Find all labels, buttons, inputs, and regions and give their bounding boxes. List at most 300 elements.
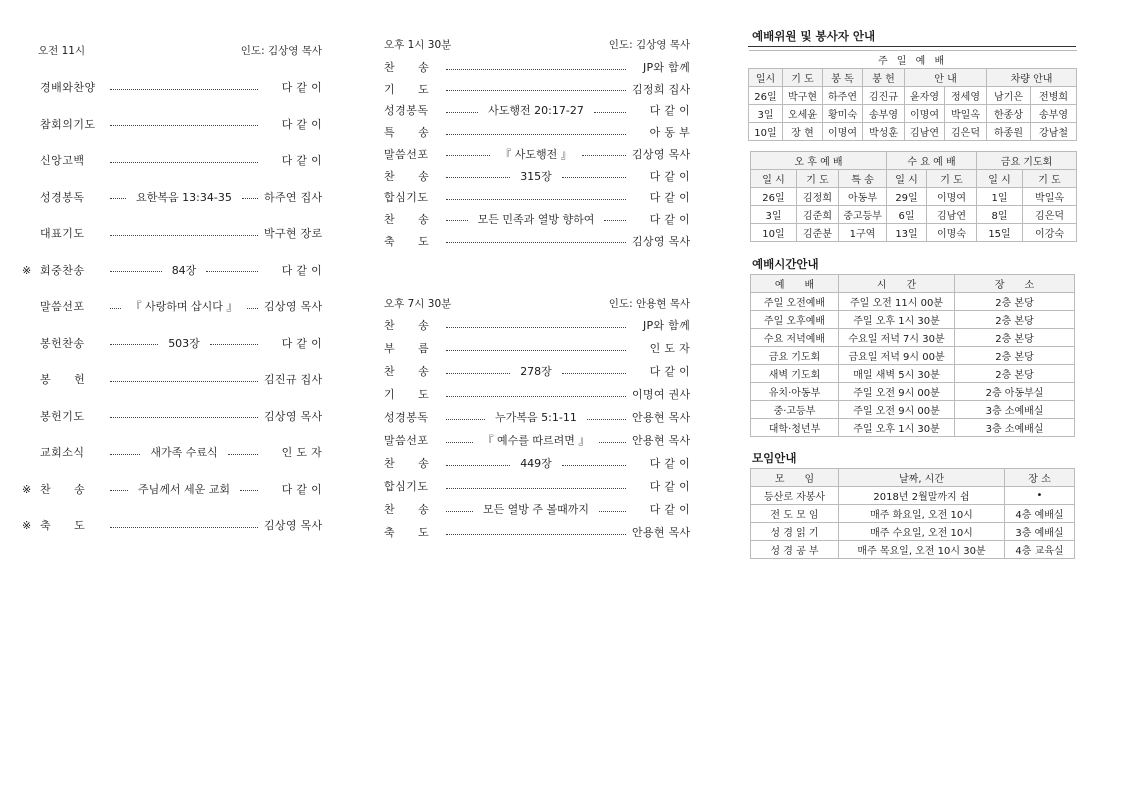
table-cell: 금요일 저녁 9시 00분 (839, 347, 955, 365)
table-cell: 10일 (749, 123, 783, 141)
info-section (748, 0, 1076, 560)
table-cell: 김진규 (863, 87, 905, 105)
table-cell: 매주 화요일, 오전 10시 (839, 505, 1005, 523)
order-performer: 박구현 장로 (264, 227, 323, 240)
table-header-cell: 시 간 (839, 275, 955, 293)
order-label: 참회의기도 (40, 117, 96, 131)
dotted-leader (110, 490, 128, 491)
table-cell: 대학·청년부 (751, 419, 839, 437)
dotted-leader (110, 125, 258, 126)
order-row (22, 409, 322, 425)
table-header-cell: 금요 기도회 (977, 152, 1077, 170)
meetings-title: 모임안내 (752, 451, 797, 465)
table-cell: 주일 오전 9시 00분 (839, 401, 955, 419)
dotted-leader (562, 465, 626, 466)
reference-mark: ※ (22, 482, 32, 496)
table-cell: 하주연 (823, 87, 863, 105)
dotted-leader (110, 381, 258, 382)
order-row (22, 518, 322, 534)
order-label: 찬 송 (384, 457, 430, 470)
afternoon-leader: 인도: 김상영 목사 (608, 39, 690, 51)
order-performer: JP와 함께 (642, 61, 690, 74)
dotted-leader (110, 235, 258, 236)
table-header-cell: 오 후 예 배 (751, 152, 887, 170)
table-cell: 매주 수요일, 오전 10시 (839, 523, 1005, 541)
table-cell: 김정희 (797, 188, 839, 206)
table-cell: 2층 본당 (955, 365, 1075, 383)
table-cell: 아동부 (839, 188, 887, 206)
table-cell: 유치·아동부 (751, 383, 839, 401)
table-cell: 2층 본당 (955, 311, 1075, 329)
dotted-leader (599, 442, 626, 443)
dotted-leader (446, 419, 485, 420)
table-header-cell: 봉 독 (823, 69, 863, 87)
order-performer: 인 도 자 (649, 342, 690, 355)
table-row (751, 541, 1075, 559)
table-header-cell: 기 도 (783, 69, 823, 87)
table-cell: 금요 기도회 (751, 347, 839, 365)
dotted-leader (446, 327, 626, 328)
order-performer: 김정희 집사 (632, 82, 691, 96)
dotted-leader (562, 177, 626, 178)
order-detail: 278장 (520, 365, 552, 378)
dotted-leader (446, 242, 626, 243)
order-performer: 다 같 이 (281, 117, 322, 131)
table-cell: 2층 본당 (955, 329, 1075, 347)
table-row (751, 365, 1075, 383)
order-label: 성경봉독 (40, 190, 85, 204)
order-label: 말씀선포 (40, 300, 85, 313)
table-row (751, 401, 1075, 419)
order-row (384, 60, 690, 76)
dotted-leader (446, 442, 473, 443)
table-header-cell: 특 송 (839, 170, 887, 188)
order-detail: 449장 (520, 457, 552, 470)
table-cell: • (1005, 487, 1075, 505)
table-cell: 4층 교육실 (1005, 541, 1075, 559)
table-cell: 3층 예배실 (1005, 523, 1075, 541)
table-cell: 2층 본당 (955, 347, 1075, 365)
dotted-leader (594, 112, 626, 113)
order-label: 특 송 (384, 126, 430, 140)
order-row (22, 299, 322, 315)
dotted-leader (228, 454, 258, 455)
table-row (751, 487, 1075, 505)
order-detail: 503장 (168, 336, 200, 350)
order-label: 말씀선포 (384, 434, 429, 447)
order-label: 말씀선포 (384, 147, 429, 161)
order-row (384, 147, 690, 163)
order-performer: 다 같 이 (649, 169, 690, 183)
table-cell: 이명여 (905, 105, 945, 123)
meetings-table (750, 468, 1075, 559)
dotted-leader (206, 271, 258, 272)
table-header-cell: 기 도 (797, 170, 839, 188)
order-label: 찬 송 (384, 503, 430, 516)
table-cell: 3일 (749, 105, 783, 123)
table-row (751, 206, 1077, 224)
table-cell: 3일 (751, 206, 797, 224)
table-header-cell: 장 소 (955, 275, 1075, 293)
table-cell: 주일 오후 1시 30분 (839, 311, 955, 329)
table-cell: 강남철 (1031, 123, 1077, 141)
table-cell: 한종상 (987, 105, 1031, 123)
order-performer: 김상영 목사 (264, 300, 323, 313)
order-label: 축 도 (40, 519, 86, 532)
table-header-cell: 일시 (749, 69, 783, 87)
table-cell: 등산로 자봉사 (751, 487, 839, 505)
dotted-leader (446, 177, 510, 178)
dotted-leader (110, 527, 258, 528)
dotted-leader (110, 162, 258, 163)
reference-mark: ※ (22, 263, 32, 277)
order-detail: 누가복음 5:1-11 (495, 411, 577, 424)
order-row (22, 226, 322, 242)
evening-leader: 인도: 안용현 목사 (608, 298, 690, 310)
table-cell: 매주 목요일, 오전 10시 30분 (839, 541, 1005, 559)
dotted-leader (110, 454, 140, 455)
morning-leader: 인도: 김상영 목사 (240, 45, 322, 57)
table-cell: 박일옥 (945, 105, 987, 123)
table-cell: 성 경 읽 기 (751, 523, 839, 541)
table-cell: 윤자영 (905, 87, 945, 105)
weekday-volunteers-table (750, 151, 1077, 242)
order-label: 성경봉독 (384, 411, 429, 424)
order-performer: 인 도 자 (281, 446, 323, 459)
order-performer: 하주연 집사 (264, 190, 323, 204)
table-row (751, 311, 1075, 329)
table-cell: 중·고등부 (751, 401, 839, 419)
table-header-cell: 일 시 (751, 170, 797, 188)
table-header-cell: 일 시 (977, 170, 1023, 188)
order-row (22, 445, 322, 461)
order-row (22, 263, 322, 279)
table-row (751, 293, 1075, 311)
dotted-leader (446, 90, 626, 91)
table-row (751, 329, 1075, 347)
table-cell: 하종원 (987, 123, 1031, 141)
order-label: 성경봉독 (384, 104, 429, 118)
table-cell: 새벽 기도회 (751, 365, 839, 383)
order-label: 봉 헌 (40, 373, 86, 386)
order-performer: 다 같 이 (281, 263, 322, 277)
table-cell: 주일 오후 1시 30분 (839, 419, 955, 437)
order-row (384, 234, 690, 250)
order-row (384, 410, 690, 426)
order-performer: 김상영 목사 (632, 234, 691, 248)
table-header-cell: 안 내 (905, 69, 987, 87)
dotted-leader (247, 308, 258, 309)
order-label: 찬 송 (384, 61, 430, 74)
sunday-header-row (749, 69, 1077, 87)
table-cell: 1일 (977, 188, 1023, 206)
dotted-leader (562, 373, 626, 374)
table-header-cell: 모 임 (751, 469, 839, 487)
dotted-leader (110, 198, 126, 199)
order-label: 찬 송 (40, 482, 86, 496)
table-row (751, 523, 1075, 541)
dotted-leader (446, 220, 468, 221)
order-row (384, 341, 690, 357)
order-row (22, 80, 322, 96)
table-row (751, 505, 1075, 523)
order-performer: 다 같 이 (649, 457, 690, 470)
order-label: 찬 송 (384, 169, 430, 183)
table-cell: 김은덕 (945, 123, 987, 141)
order-label: 회중찬송 (40, 263, 85, 277)
service-schedule-table (750, 274, 1075, 437)
committee-divider (748, 46, 1076, 47)
table-cell: 매일 새벽 5시 30분 (839, 365, 955, 383)
order-detail: 84장 (171, 263, 197, 277)
order-label: 합심기도 (384, 191, 429, 205)
dotted-leader (110, 271, 162, 272)
order-label: 경배와찬양 (40, 81, 96, 94)
dotted-leader (446, 465, 510, 466)
order-row (384, 502, 690, 518)
table-cell: 정세영 (945, 87, 987, 105)
table-cell: 오세윤 (783, 105, 823, 123)
order-performer: 다 같 이 (281, 81, 322, 94)
order-label: 신앙고백 (40, 154, 85, 167)
dotted-leader (446, 396, 626, 397)
weekday-title-row (751, 152, 1077, 170)
dotted-leader (446, 350, 626, 351)
table-cell: 8일 (977, 206, 1023, 224)
dotted-leader (446, 134, 626, 135)
table-cell: 이명여 (927, 188, 977, 206)
order-label: 찬 송 (384, 319, 430, 332)
order-performer: 안용현 목사 (632, 526, 691, 539)
table-header-cell: 일 시 (887, 170, 927, 188)
order-performer: 다 같 이 (649, 365, 690, 378)
order-row (384, 318, 690, 334)
order-row (22, 372, 322, 388)
order-performer: 김상영 목사 (264, 519, 323, 532)
table-cell: 박구현 (783, 87, 823, 105)
evening-header (384, 297, 690, 311)
table-cell: 황미숙 (823, 105, 863, 123)
dotted-leader (446, 112, 478, 113)
dotted-leader (599, 511, 626, 512)
table-cell: 주일 오전예배 (751, 293, 839, 311)
order-detail: 모든 민족과 열방 향하여 (477, 212, 595, 226)
table-row (751, 383, 1075, 401)
order-row (384, 456, 690, 472)
table-cell: 남기은 (987, 87, 1031, 105)
order-detail: 『 사랑하며 삽시다 』 (130, 300, 238, 313)
table-cell: 10일 (751, 224, 797, 242)
table-cell: 1구역 (839, 224, 887, 242)
schedule-header-row (751, 275, 1075, 293)
order-row (22, 153, 322, 169)
dotted-leader (446, 488, 626, 489)
dotted-leader (446, 155, 490, 156)
order-label: 축 도 (384, 234, 430, 248)
order-label: 기 도 (384, 82, 430, 96)
table-cell: 4층 예배실 (1005, 505, 1075, 523)
order-row (22, 336, 322, 352)
table-cell: 성 경 공 부 (751, 541, 839, 559)
order-row (22, 117, 322, 133)
table-cell: 박성훈 (863, 123, 905, 141)
table-cell: 29일 (887, 188, 927, 206)
table-cell: 3층 소예배실 (955, 419, 1075, 437)
table-cell: 이강숙 (1023, 224, 1077, 242)
order-row (22, 190, 322, 206)
table-cell: 전 도 모 임 (751, 505, 839, 523)
schedule-title: 예배시간안내 (752, 257, 819, 271)
sunday-table-title: 주 일 예 배 (749, 51, 1077, 69)
dotted-leader (446, 69, 626, 70)
order-row (384, 82, 690, 98)
afternoon-time: 오후 1시 30분 (384, 39, 452, 51)
dotted-leader (110, 417, 258, 418)
morning-service-section (22, 0, 322, 560)
table-cell: 중고등부 (839, 206, 887, 224)
order-label: 찬 송 (384, 365, 430, 378)
table-cell: 6일 (887, 206, 927, 224)
order-performer: JP와 함께 (642, 319, 690, 332)
order-label: 축 도 (384, 526, 430, 539)
order-row (384, 125, 690, 141)
order-label: 부 름 (384, 342, 430, 355)
order-detail: 주님께서 세운 교회 (138, 482, 231, 496)
dotted-leader (604, 220, 626, 221)
order-row (384, 103, 690, 119)
table-header-cell: 수 요 예 배 (887, 152, 977, 170)
order-label: 기 도 (384, 388, 430, 401)
table-cell: 주일 오후예배 (751, 311, 839, 329)
table-cell: 송부영 (1031, 105, 1077, 123)
order-performer: 김상영 목사 (264, 409, 323, 423)
order-performer: 다 같 이 (281, 336, 322, 350)
order-detail: 요한복음 13:34-35 (136, 190, 232, 204)
order-performer: 아 동 부 (649, 126, 690, 140)
order-detail: 315장 (520, 169, 552, 183)
order-performer: 김진규 집사 (264, 373, 323, 386)
order-detail: 사도행전 20:17-27 (488, 104, 584, 118)
table-cell: 26일 (751, 188, 797, 206)
table-cell: 2층 아동부실 (955, 383, 1075, 401)
table-cell: 이명숙 (927, 224, 977, 242)
order-performer: 다 같 이 (281, 482, 323, 496)
table-header-cell: 기 도 (1023, 170, 1077, 188)
dotted-leader (446, 511, 473, 512)
order-performer: 김상영 목사 (632, 147, 691, 161)
committee-title: 예배위원 및 봉사자 안내 (752, 29, 876, 43)
order-row (384, 479, 690, 495)
order-label: 봉헌찬송 (40, 336, 85, 350)
sunday-volunteers-table (748, 50, 1077, 141)
table-cell: 박일옥 (1023, 188, 1077, 206)
dotted-leader (110, 308, 121, 309)
order-label: 봉헌기도 (40, 409, 85, 423)
dotted-leader (110, 89, 258, 90)
order-label: 대표기도 (40, 227, 85, 240)
order-label: 합심기도 (384, 480, 429, 493)
order-performer: 다 같 이 (649, 503, 690, 516)
order-detail: 모든 열방 주 볼때까지 (482, 503, 590, 516)
table-row (751, 347, 1075, 365)
table-cell: 장 현 (783, 123, 823, 141)
morning-header (22, 44, 322, 58)
weekday-header-row (751, 170, 1077, 188)
order-row (384, 190, 690, 206)
order-row (384, 212, 690, 228)
table-cell: 주일 오전 11시 00분 (839, 293, 955, 311)
order-detail: 『 예수를 따르려면 』 (482, 434, 590, 447)
order-row (384, 387, 690, 403)
dotted-leader (446, 534, 626, 535)
table-cell: 김남연 (927, 206, 977, 224)
dotted-leader (242, 198, 258, 199)
table-cell: 김남연 (905, 123, 945, 141)
dotted-leader (587, 419, 626, 420)
afternoon-evening-section (384, 0, 690, 560)
order-performer: 안용현 목사 (632, 411, 691, 424)
table-cell: 3층 소예배실 (955, 401, 1075, 419)
dotted-leader (582, 155, 626, 156)
order-detail: 『 사도행전 』 (500, 147, 572, 161)
order-performer: 다 같 이 (649, 212, 690, 226)
table-cell: 15일 (977, 224, 1023, 242)
meetings-header-row (751, 469, 1075, 487)
table-cell: 김은덕 (1023, 206, 1077, 224)
order-performer: 안용현 목사 (632, 434, 691, 447)
table-cell: 2층 본당 (955, 293, 1075, 311)
order-performer: 다 같 이 (649, 480, 690, 493)
table-header-cell: 장 소 (1005, 469, 1075, 487)
table-cell: 주일 오전 9시 00분 (839, 383, 955, 401)
table-row (749, 123, 1077, 141)
order-row (384, 169, 690, 185)
order-row (384, 433, 690, 449)
dotted-leader (446, 199, 626, 200)
table-header-cell: 예 배 (751, 275, 839, 293)
table-cell: 수요 저녁예배 (751, 329, 839, 347)
table-header-cell: 차량 안내 (987, 69, 1077, 87)
afternoon-header (384, 38, 690, 52)
table-row (751, 419, 1075, 437)
order-performer: 다 같 이 (649, 104, 691, 118)
table-row (749, 105, 1077, 123)
morning-time: 오전 11시 (38, 45, 86, 57)
dotted-leader (210, 344, 258, 345)
table-cell: 2018년 2월말까지 쉼 (839, 487, 1005, 505)
table-row (749, 87, 1077, 105)
table-cell: 전병희 (1031, 87, 1077, 105)
table-cell: 송부영 (863, 105, 905, 123)
table-cell: 김준분 (797, 224, 839, 242)
table-cell: 13일 (887, 224, 927, 242)
table-row (751, 188, 1077, 206)
dotted-leader (110, 344, 158, 345)
table-cell: 이명여 (823, 123, 863, 141)
order-label: 교회소식 (40, 446, 85, 459)
table-row (751, 224, 1077, 242)
table-cell: 김준희 (797, 206, 839, 224)
dotted-leader (240, 490, 258, 491)
table-cell: 수요일 저녁 7시 30분 (839, 329, 955, 347)
order-performer: 다 같 이 (281, 154, 322, 167)
table-header-cell: 기 도 (927, 170, 977, 188)
reference-mark: ※ (22, 519, 32, 532)
table-header-cell: 날짜, 시간 (839, 469, 1005, 487)
order-detail: 새가족 수료식 (150, 446, 218, 459)
order-row (22, 482, 322, 498)
order-label: 찬 송 (384, 212, 430, 226)
